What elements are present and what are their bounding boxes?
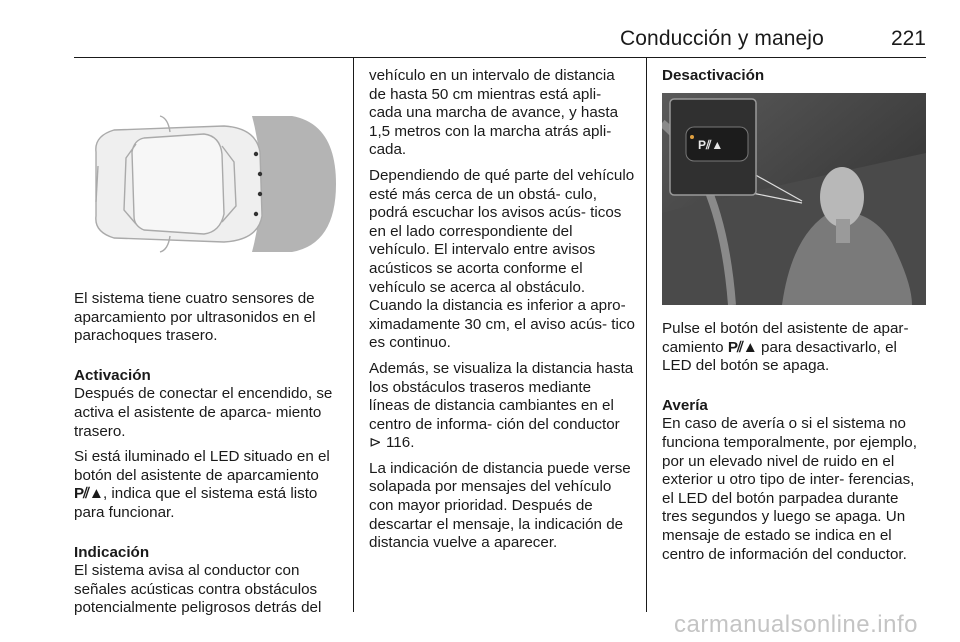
display-paragraph: Además, se visualiza la distancia hasta los obstáculos traseros mediante líneas de distancia cambiantes en el centro de informa- ción del conductor ⊳ 116. [369, 359, 634, 452]
page-reference-icon: ⊳ [369, 434, 382, 452]
car-top-view [96, 116, 262, 252]
column-3 [662, 67, 926, 86]
parking-sensor-figure [74, 66, 340, 278]
column-1 [74, 290, 344, 625]
deactivation-paragraph: Pulse el botón del asistente de apar- camiento P⫽▲ para desactivarlo, el LED del botón se apaga. [662, 320, 909, 375]
fault-heading: Avería [662, 396, 708, 414]
button-symbol-label: P⫽▲ [698, 138, 724, 152]
page-reference: 116 [385, 434, 411, 452]
intro-paragraph: El sistema tiene cuatro sensores de aparcamiento por ultrasonidos en el parachoques trasero. [74, 290, 316, 345]
warning-paragraph: Dependiendo de qué parte del vehículo esté más cerca de un obstá- culo, podrá escuchar los avisos acús- ticos en el lado correspondiente del vehículo. El intervalo entre avisos acústicos se acorta conforme el vehículo se acerca al obstáculo. Cuando la distancia es inferior a apro- ximadamente 30 cm, el aviso acús- tico es continuo. [369, 166, 635, 352]
parking-button-symbol: P⫽▲ [727, 338, 757, 356]
gear-knob [820, 167, 864, 227]
column-2 [369, 67, 635, 560]
activation-heading: Activación [74, 366, 151, 384]
column-divider [353, 58, 354, 612]
activation-led-paragraph: Si está iluminado el LED situado en el botón del asistente de aparcamiento P⫽▲, indica que el sistema está listo para funcionar. [74, 448, 330, 521]
header-rule [74, 57, 926, 58]
page-number: 221 [890, 27, 926, 50]
console-button-figure [662, 93, 926, 305]
distance-paragraph: vehículo en un intervalo de distancia de hasta 50 cm mientras está apli- cada una marcha de avance, y hasta 1,5 metros con la marcha atrás apli- cada. [369, 67, 619, 159]
watermark: carmanualsonline.info [674, 611, 918, 638]
column-3-body [662, 320, 926, 571]
indication-heading: Indicación [74, 543, 150, 561]
activation-paragraph: Después de conectar el encendido, se activa el asistente de aparca- miento trasero. [74, 385, 333, 440]
indication-paragraph: El sistema avisa al conductor con señales acústicas contra obstáculos potencialmente peligrosos detrás del [74, 562, 322, 617]
section-title: Conducción y manejo [620, 27, 824, 50]
priority-paragraph: La indicación de distancia puede verse solapada por mensajes del vehículo con mayor prioridad. Después de descartar el mensaje, la indicación de distancia vuelve a aparecer. [369, 459, 631, 552]
sensor-zone [252, 116, 336, 252]
parking-button-symbol: P⫽▲ [74, 485, 103, 503]
fault-paragraph: En caso de avería o si el sistema no funciona temporalmente, por ejemplo, por un elevado nivel de ruido en el exterior u otro tipo de inter- ferencias, el LED del botón parpadea durante tres segundos y luego se apaga. Un mensaje de estado se indica en el centro de información del conductor. [662, 415, 917, 563]
column-divider [646, 58, 647, 612]
deactivation-heading: Desactivación [662, 67, 765, 84]
